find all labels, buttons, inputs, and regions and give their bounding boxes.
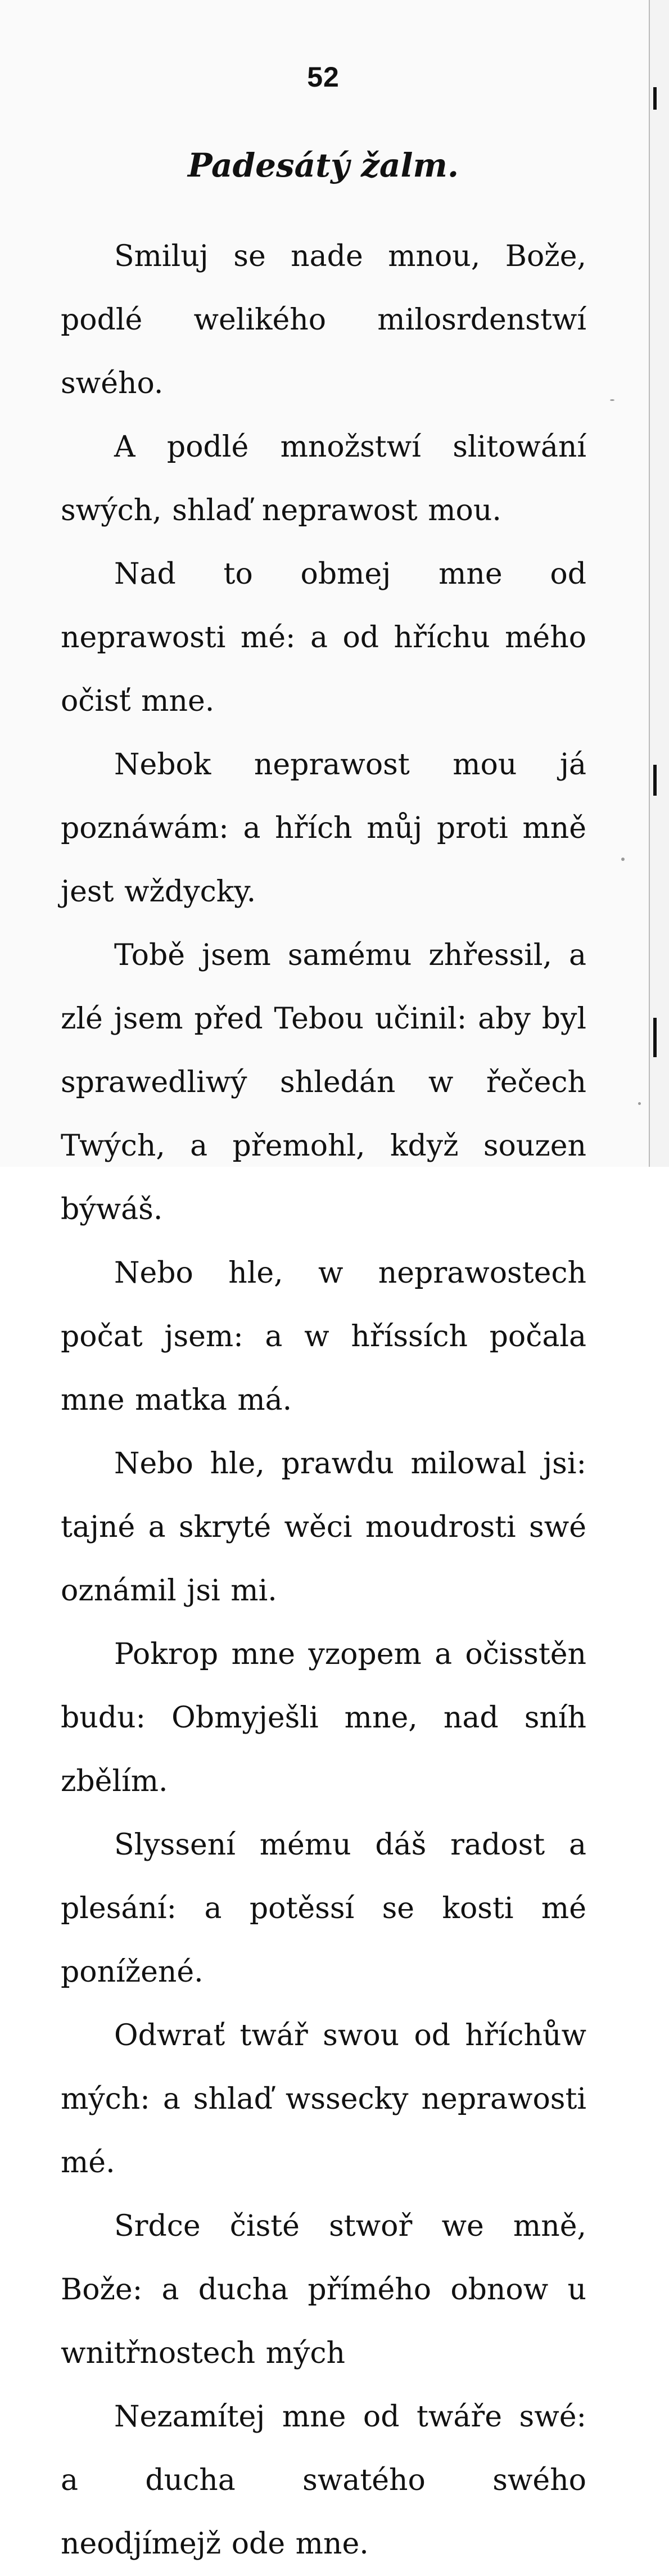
verse: Srdce čisté stwoř we mně, Bože: a ducha přímého obnow u wnitřnostech mých — [61, 2209, 586, 2370]
verse: Slyssení mému dáš radost a plesání: a potěssí se kosti mé ponížené. — [61, 1828, 586, 1989]
edge-mark — [653, 765, 657, 796]
scan-speck — [638, 1102, 641, 1105]
verse: Odwrať twář swou od hříchůw mých: a shlaď wssecky neprawosti mé. — [61, 2019, 586, 2180]
edge-mark — [653, 1018, 657, 1057]
verse: A podlé množstwí slitowání swých, shlaď neprawost mou. — [61, 430, 586, 527]
verse: Nezamítej mne od twáře swé: a ducha swatého swého neodjímejž ode mne. — [61, 2400, 586, 2561]
verse: Nad to obmej mne od neprawosti mé: a od hříchu mého očisť mne. — [61, 557, 586, 718]
psalm-text — [61, 225, 586, 2576]
verse: Tobě jsem samému zhřessil, a zlé jsem před Tebou učinil: aby byl sprawedliwý shledán w řečech Twých, a přemohl, když souzen býwáš. — [61, 939, 586, 1226]
verse: Smiluj se nade mnou, Bože, podlé welikého milosrdenstwí swého. — [61, 240, 586, 400]
page-edge — [649, 0, 669, 1167]
verse: Pokrop mne yzopem a očisstěn budu: Obmyješli mne, nad sníh zbělím. — [61, 1637, 586, 1798]
verse: Nebok neprawost mou já poznáwám: a hřích můj proti mně jest wždycky. — [61, 748, 586, 909]
scan-speck — [621, 858, 625, 861]
edge-mark — [653, 87, 657, 110]
page-number: 52 — [307, 61, 340, 93]
psalm-title: Padesátý žalm. — [187, 146, 459, 184]
verse: Nebo hle, prawdu milowal jsi: tajné a skryté wěci moudrosti swé oznámil jsi mi. — [61, 1447, 586, 1608]
verse: Nebo hle, w neprawostech počat jsem: a w hříssích počala mne matka má. — [61, 1256, 586, 1417]
scan-speck — [610, 399, 614, 401]
